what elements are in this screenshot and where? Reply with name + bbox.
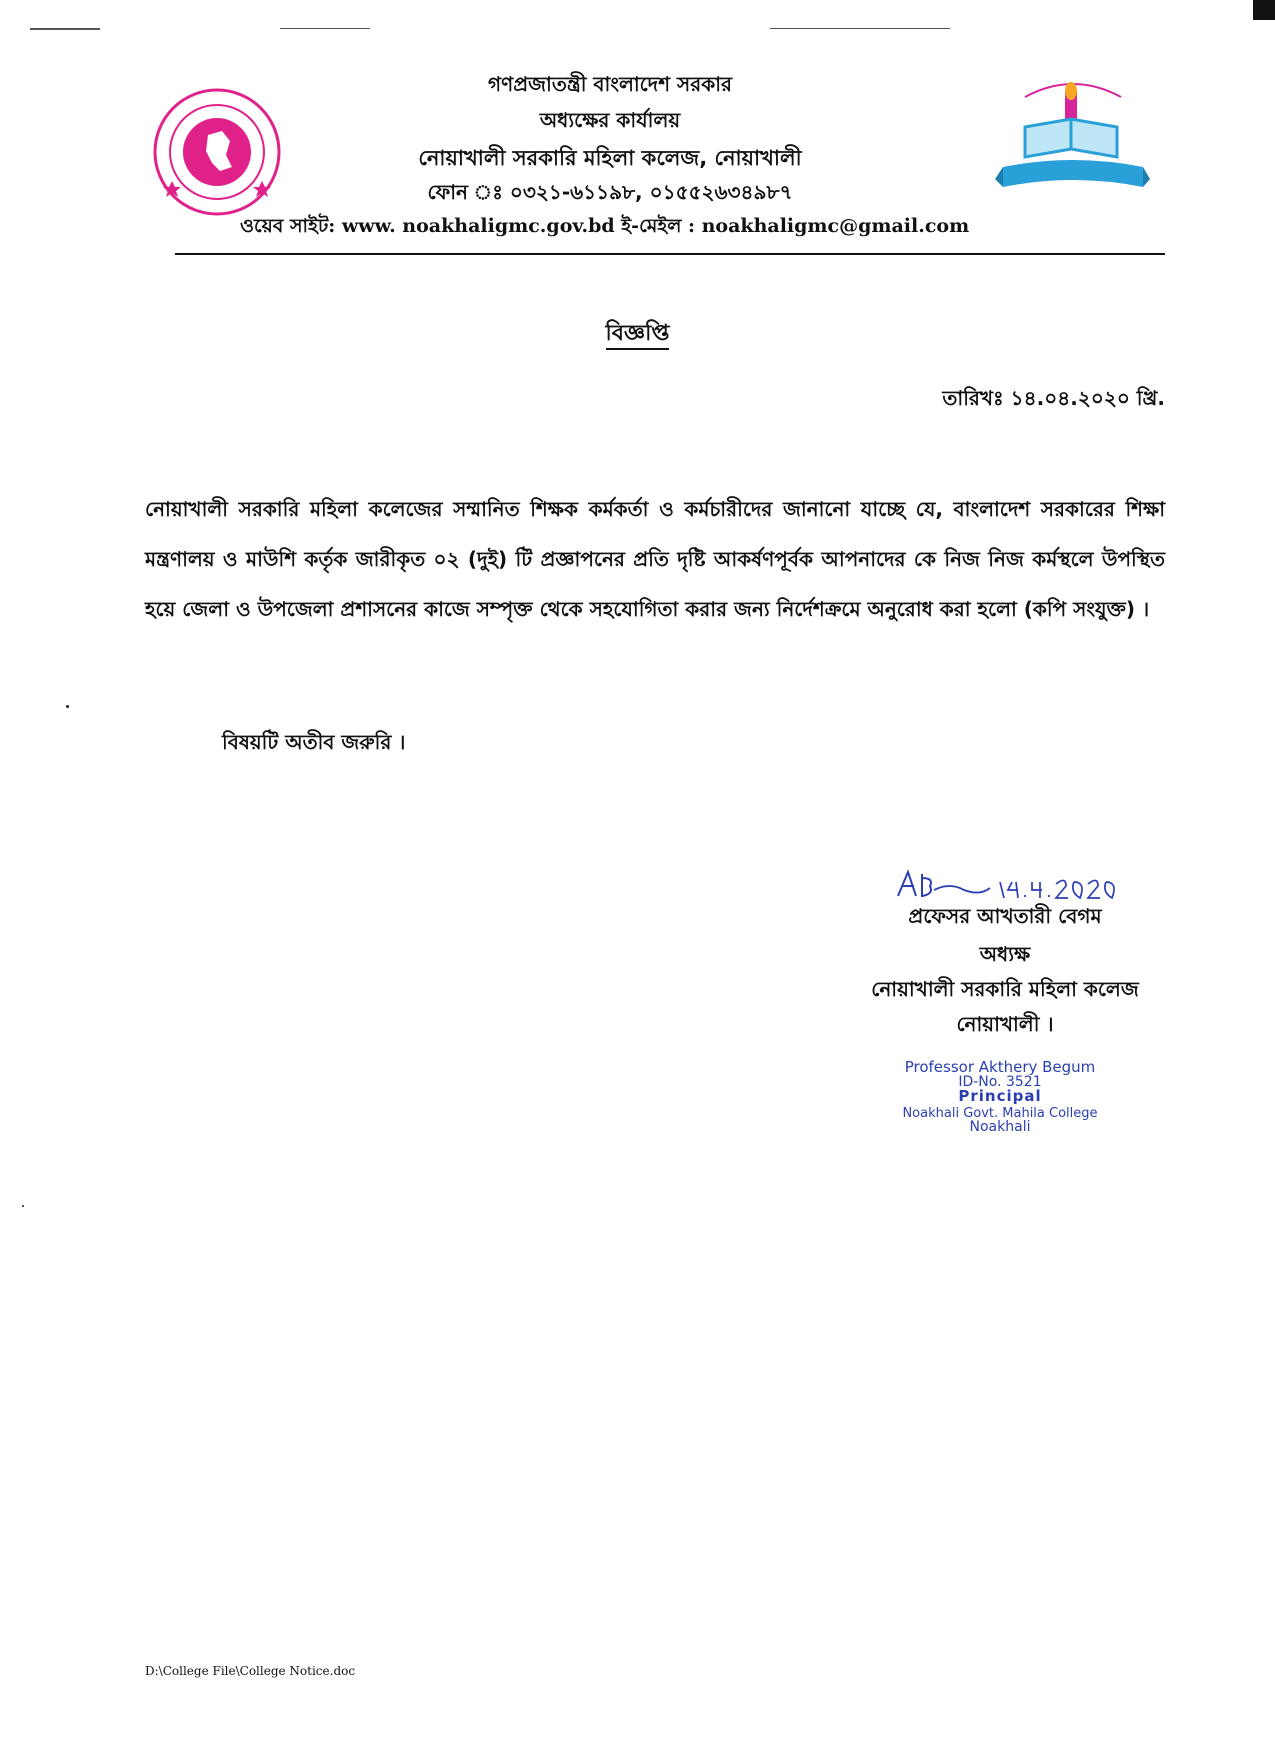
notice-body: নোয়াখালী সরকারি মহিলা কলেজের সম্মানিত শিক্ষক কর্মকর্তা ও কর্মচারীদের জানানো যাচ্ছে যে, বাংলাদেশ সরকারের শিক্ষা মন্ত্রণালয় ও মাউশি কর্তৃক জারীকৃত ০২ (দুই) টি প্রজ্ঞাপনের প্রতি দৃষ্টি আকর্ষণপূর্বক আপনাদের কে নিজ নিজ কর্মস্থলে উপস্থিত হয়ে জেলা ও উপজেলা প্রশাসনের কাজে সম্পৃক্ত থেকে সহযোগিতা করার জন্য নির্দেশক্রমে অনুরোধ করা হলো (কপি সংযুক্ত) ।: [145, 497, 1165, 621]
notice-title: [0, 316, 1275, 353]
signatory-institution: নোয়াখালী সরকারি মহিলা কলেজ: [871, 977, 1139, 1001]
signatory-designation: অধ্যক্ষ: [979, 942, 1031, 966]
stamp-name: Professor Akthery Begum: [904, 1058, 1096, 1076]
office-name: অধ্যক্ষের কার্যালয়: [539, 108, 681, 132]
college-emblem-icon: [995, 75, 1150, 195]
stamp-place: Noakhali: [969, 1119, 1031, 1135]
phone-numbers: ফোন ঃ ০৩২১-৬১১৯৮, ০১৫৫২৬৩৪৯৮৭: [427, 180, 793, 204]
college-name: নোয়াখালী সরকারি মহিলা কলেজ, নোয়াখালী: [418, 146, 802, 170]
signatory-place: নোয়াখালী ।: [956, 1012, 1054, 1036]
scan-speck: [66, 705, 69, 708]
file-path: D:\College File\College Notice.doc: [145, 1664, 356, 1678]
scan-artifact: [770, 28, 950, 29]
signatory-name: প্রফেসর আখতারী বেগম: [908, 904, 1102, 928]
urgent-note: বিষয়টি অতীব জরুরি ।: [222, 730, 406, 754]
header-divider: [175, 253, 1165, 255]
government-name: গণপ্রজাতন্ত্রী বাংলাদেশ সরকার: [488, 72, 732, 96]
stamp-id: ID-No. 3521: [958, 1074, 1042, 1090]
stamp-college: Noakhali Govt. Mahila College: [902, 1106, 1098, 1121]
handwritten-signature: [890, 868, 1180, 902]
scan-artifact: [1253, 0, 1275, 20]
scan-artifact: [30, 28, 100, 30]
notice-title-text: বিজ্ঞপ্তি: [606, 321, 670, 350]
scan-speck: [22, 1205, 24, 1207]
notice-date: তারিখঃ ১৪.০৪.২০২০ খ্রি.: [942, 386, 1165, 410]
scan-artifact: [280, 28, 370, 29]
website-email-line: ওয়েব সাইট: www. noakhaligmc.gov.bd ই-মেইল : noakhaligmc@gmail.com: [240, 215, 970, 237]
bangladesh-govt-seal-icon: [150, 85, 285, 220]
stamp-title: Principal: [958, 1087, 1042, 1105]
